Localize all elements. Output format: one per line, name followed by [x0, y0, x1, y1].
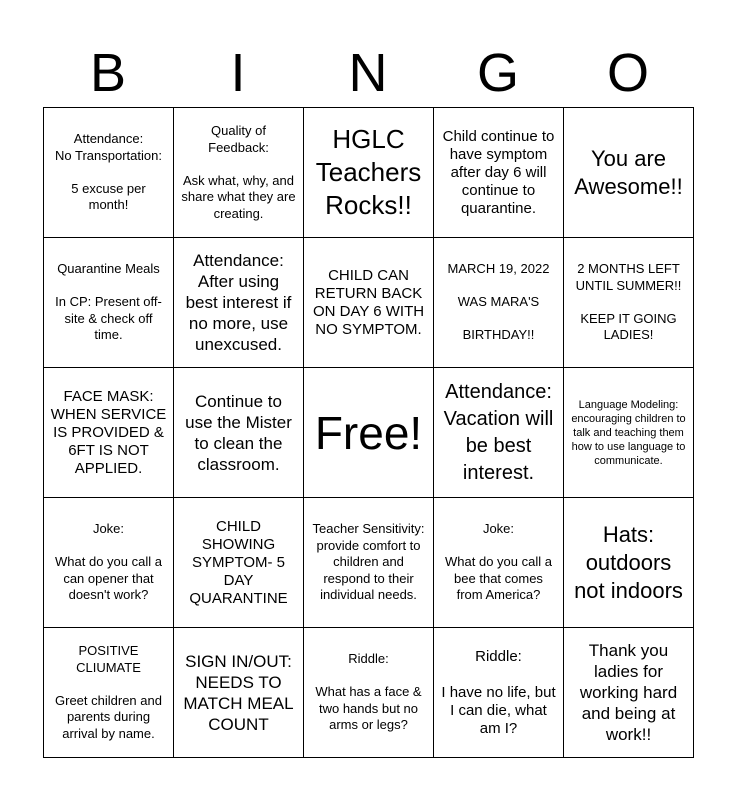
bingo-header [43, 40, 693, 106]
bingo-cell[interactable]: Quality of Feedback: Ask what, why, and share what they are creating. [174, 108, 304, 238]
board-row [44, 498, 694, 628]
bingo-cell[interactable]: Thank you ladies for working hard and being at work!! [564, 628, 694, 758]
free-space-cell[interactable]: Free! [304, 368, 434, 498]
header-letter-b: B [89, 43, 127, 103]
board-row [44, 108, 694, 238]
board-row [44, 238, 694, 368]
bingo-cell[interactable]: Riddle: What has a face & two hands but no arms or legs? [304, 628, 434, 758]
bingo-cell[interactable]: 2 MONTHS LEFT UNTIL SUMMER!! KEEP IT GOING LADIES! [564, 238, 694, 368]
bingo-cell[interactable]: CHILD CAN RETURN BACK ON DAY 6 WITH NO SYMPTOM. [304, 238, 434, 368]
header-letter-n: N [348, 43, 388, 103]
bingo-cell[interactable]: You are Awesome!! [564, 108, 694, 238]
bingo-cell[interactable]: Language Modeling: encouraging children to talk and teaching them how to use language to communicate. [564, 368, 694, 498]
header-letter-g: G [476, 43, 519, 103]
bingo-cell[interactable]: CHILD SHOWING SYMPTOM- 5 DAY QUARANTINE [174, 498, 304, 628]
bingo-cell[interactable]: Attendance: Vacation will be best interest. [434, 368, 564, 498]
bingo-cell[interactable]: Teacher Sensitivity: provide comfort to children and respond to their individual needs. [304, 498, 434, 628]
bingo-cell[interactable]: FACE MASK: WHEN SERVICE IS PROVIDED & 6FT IS NOT APPLIED. [44, 368, 174, 498]
bingo-cell[interactable]: Quarantine Meals In CP: Present off-site & check off time. [44, 238, 174, 368]
bingo-cell[interactable]: SIGN IN/OUT: NEEDS TO MATCH MEAL COUNT [174, 628, 304, 758]
bingo-cell[interactable]: Joke: What do you call a can opener that doesn't work? [44, 498, 174, 628]
board-row [44, 368, 694, 498]
bingo-cell[interactable]: Hats: outdoors not indoors [564, 498, 694, 628]
bingo-cell[interactable]: HGLC Teachers Rocks!! [304, 108, 434, 238]
bingo-cell[interactable]: Joke: What do you call a bee that comes from America? [434, 498, 564, 628]
bingo-board [43, 107, 694, 758]
bingo-cell[interactable]: Continue to use the Mister to clean the classroom. [174, 368, 304, 498]
bingo-cell[interactable]: MARCH 19, 2022 WAS MARA'S BIRTHDAY!! [434, 238, 564, 368]
header-letter-i: I [230, 43, 246, 103]
board-row [44, 628, 694, 758]
bingo-cell[interactable]: Attendance: No Transportation: 5 excuse per month! [44, 108, 174, 238]
bingo-cell[interactable]: Attendance: After using best interest if no more, use unexcused. [174, 238, 304, 368]
bingo-cell[interactable]: Child continue to have symptom after day 6 will continue to quarantine. [434, 108, 564, 238]
bingo-cell[interactable]: Riddle: I have no life, but I can die, what am I? [434, 628, 564, 758]
bingo-cell[interactable]: POSITIVE CLIUMATE Greet children and parents during arrival by name. [44, 628, 174, 758]
header-letter-o: O [606, 43, 649, 103]
